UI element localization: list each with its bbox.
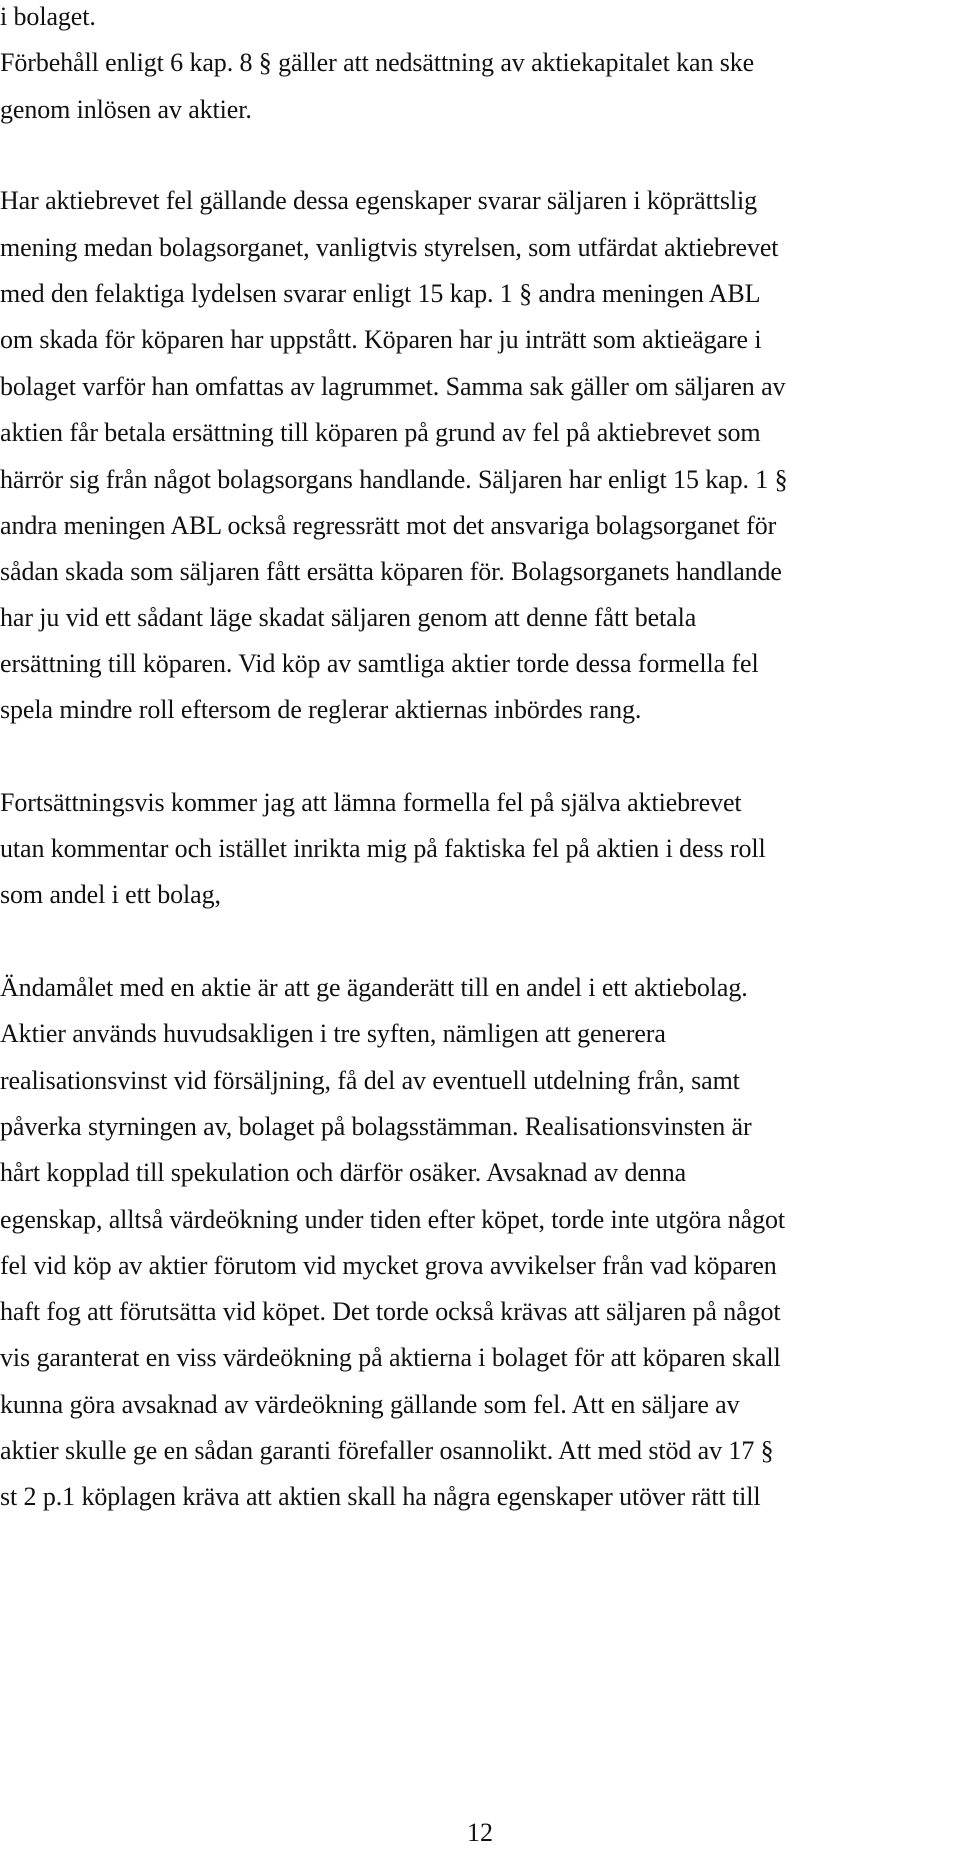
text-line: härrör sig från något bolagsorgans handlande. Säljaren har enligt 15 kap. 1 § <box>0 465 788 494</box>
text-line: bolaget varför han omfattas av lagrummet. Samma sak gäller om säljaren av <box>0 372 786 401</box>
text-line: Aktier används huvudsakligen i tre syften, nämligen att generera <box>0 1019 666 1048</box>
text-line: påverka styrningen av, bolaget på bolagsstämman. Realisationsvinsten är <box>0 1112 752 1141</box>
text-line: i bolaget. <box>0 2 96 31</box>
text-line: kunna göra avsaknad av värdeökning gällande som fel. Att en säljare av <box>0 1390 740 1419</box>
text-line: har ju vid ett sådant läge skadat säljaren genom att denne fått betala <box>0 603 697 632</box>
text-line: st 2 p.1 köplagen kräva att aktien skall ha några egenskaper utöver rätt till <box>0 1482 761 1511</box>
text-line: hårt kopplad till spekulation och därför osäker. Avsaknad av denna <box>0 1158 687 1187</box>
text-line: med den felaktiga lydelsen svarar enligt 15 kap. 1 § andra meningen ABL <box>0 279 761 308</box>
text-line: fel vid köp av aktier förutom vid mycket grova avvikelser från vad köparen <box>0 1251 777 1280</box>
text-line: Har aktiebrevet fel gällande dessa egenskaper svarar säljaren i köprättslig <box>0 186 757 215</box>
text-line: Förbehåll enligt 6 kap. 8 § gäller att nedsättning av aktiekapitalet kan ske <box>0 48 755 77</box>
text-line: realisationsvinst vid försäljning, få del av eventuell utdelning från, samt <box>0 1066 740 1095</box>
text-line: om skada för köparen har uppstått. Köparen har ju inträtt som aktieägare i <box>0 325 762 354</box>
text-line: spela mindre roll eftersom de reglerar aktiernas inbördes rang. <box>0 695 642 724</box>
text-line: ersättning till köparen. Vid köp av samtliga aktier torde dessa formella fel <box>0 649 759 678</box>
text-line: sådan skada som säljaren fått ersätta köparen för. Bolagsorganets handlande <box>0 557 782 586</box>
text-line: mening medan bolagsorganet, vanligtvis styrelsen, som utfärdat aktiebrevet <box>0 233 779 262</box>
text-line: aktier skulle ge en sådan garanti förefaller osannolikt. Att med stöd av 17 § <box>0 1436 774 1465</box>
text-line: genom inlösen av aktier. <box>0 95 252 124</box>
text-line: Fortsättningsvis kommer jag att lämna formella fel på själva aktiebrevet <box>0 788 742 817</box>
text-line: andra meningen ABL också regressrätt mot det ansvariga bolagsorganet för <box>0 511 777 540</box>
text-line: som andel i ett bolag, <box>0 880 221 909</box>
text-line: egenskap, alltså värdeökning under tiden efter köpet, torde inte utgöra något <box>0 1205 786 1234</box>
text-line: aktien får betala ersättning till köparen på grund av fel på aktiebrevet som <box>0 418 761 447</box>
text-line: utan kommentar och istället inrikta mig på faktiska fel på aktien i dess roll <box>0 834 766 863</box>
text-line: vis garanterat en viss värdeökning på aktierna i bolaget för att köparen skall <box>0 1343 781 1372</box>
text-line: Ändamålet med en aktie är att ge äganderätt till en andel i ett aktiebolag. <box>0 973 748 1002</box>
text-line: haft fog att förutsätta vid köpet. Det torde också krävas att säljaren på något <box>0 1297 781 1326</box>
page-number: 12 <box>467 1818 493 1847</box>
